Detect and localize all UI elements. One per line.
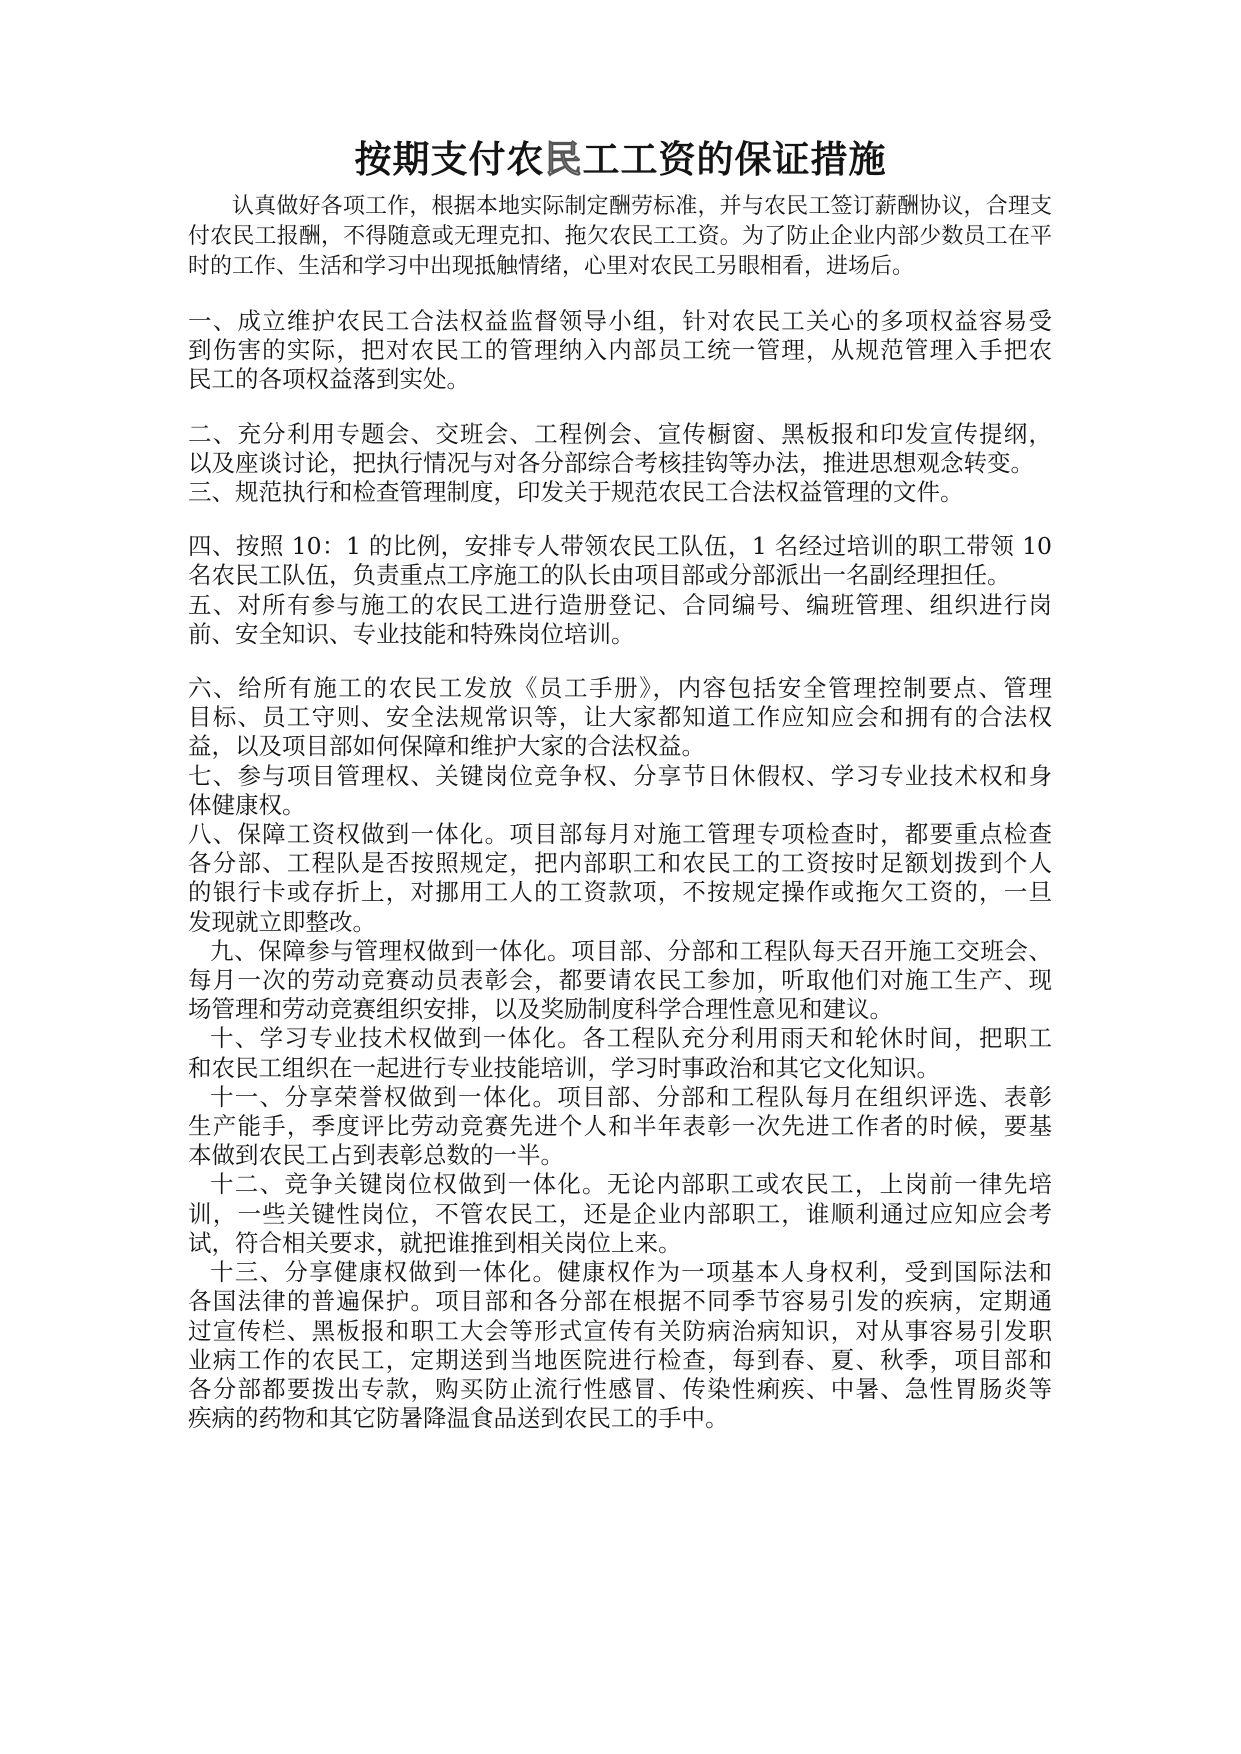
paragraph-line: 一、成立维护农民工合法权益监督领导小组，针对农民工关心的多项权益容易受 (188, 307, 1052, 335)
paragraph-line: 体健康权。 (188, 790, 306, 819)
paragraph-line: 时的工作、生活和学习中出现抵触情绪，心里对农民工另眼相看，进场后。 (188, 254, 915, 279)
measure-item-6 (188, 674, 1052, 762)
paragraph-line: 到伤害的实际，把对农民工的管理纳入内部员工统一管理，从规范管理入手把农 (188, 336, 1052, 365)
blank-line (188, 395, 1052, 420)
paragraph-line: 生产能手，季度评比劳动竞赛先进个人和半年表彰一次先进工作者的时候，要基 (188, 1112, 1052, 1141)
measure-item-8 (188, 820, 1052, 937)
paragraph-line: 发现就立即整改。 (188, 907, 376, 936)
paragraph-line: 各国法律的普遍保护。项目部和各分部在根据不同季节容易引发的疾病，定期通 (188, 1287, 1052, 1316)
paragraph-line: 民工的各项权益落到实处。 (188, 365, 470, 394)
paragraph-line: 本做到农民工占到表彰总数的一半。 (188, 1141, 564, 1170)
title-text-start: 按期支付农 (354, 137, 545, 181)
paragraph-line: 七、参与项目管理权、关键岗位竞争权、分享节日休假权、学习专业技术权和身 (188, 761, 1052, 790)
measure-item-11 (188, 1083, 1052, 1171)
paragraph-line: 疾病的药物和其它防暑降温食品送到农民工的手中。 (188, 1404, 729, 1433)
blank-line (188, 282, 1052, 307)
paragraph-line: 名农民工队伍，负责重点工序施工的队长由项目部或分部派出一名副经理担任。 (188, 561, 1011, 590)
measure-item-7 (188, 762, 1052, 820)
paragraph-line: 十一、分享荣誉权做到一体化。项目部、分部和工程队每月在组织评选、表彰 (210, 1082, 1052, 1111)
paragraph-line: 以及座谈讨论，把执行情况与对各分部综合考核挂钩等办法，推进思想观念转变。 (188, 448, 1034, 477)
paragraph-line: 益，以及项目部如何保障和维护大家的合法权益。 (188, 732, 705, 761)
measure-item-4 (188, 532, 1052, 590)
paragraph-line: 认真做好各项工作，根据本地实际制定酬劳标准，并与农民工签订薪酬协议，合理支 (232, 194, 1052, 219)
paragraph-line: 目标、员工守则、安全法规常识等，让大家都知道工作应知应会和拥有的合法权 (188, 703, 1052, 732)
paragraph-line: 六、给所有施工的农民工发放《员工手册》，内容包括安全管理控制要点、管理 (188, 674, 1052, 703)
paragraph-line: 各分部都要拨出专款，购买防止流行性感冒、传染性痢疾、中暑、急性胃肠炎等 (188, 1374, 1052, 1403)
paragraph-line: 十三、分享健康权做到一体化。健康权作为一项基本人身权利，受到国际法和 (210, 1258, 1052, 1287)
measure-item-10 (188, 1024, 1052, 1082)
paragraph-line: 四、按照 10：1 的比例，安排专人带领农民工队伍，1 名经过培训的职工带领 10 (188, 532, 1052, 561)
paragraph-line: 前、安全知识、专业技能和特殊岗位培训。 (188, 619, 635, 648)
paragraph-line: 场管理和劳动竞赛组织安排，以及奖励制度科学合理性意见和建议。 (188, 995, 893, 1024)
paragraph-line: 九、保障参与管理权做到一体化。项目部、分部和工程队每天召开施工交班会、 (210, 936, 1052, 965)
paragraph-line: 业病工作的农民工，定期送到当地医院进行检查，每到春、夏、秋季，项目部和 (188, 1345, 1052, 1374)
paragraph-line: 付农民工报酬，不得随意或无理克扣、拖欠农民工工资。为了防止企业内部少数员工在平 (188, 224, 1052, 249)
paragraph-line: 试，符合相关要求，就把谁推到相关岗位上来。 (188, 1228, 682, 1257)
paragraph-line: 五、对所有参与施工的农民工进行造册登记、合同编号、编班管理、组织进行岗 (188, 590, 1052, 619)
blank-line (188, 507, 1052, 532)
paragraph-line: 每月一次的劳动竞赛动员表彰会，都要请农民工参加，听取他们对施工生产、现 (188, 966, 1052, 995)
paragraph-line: 各分部、工程队是否按照规定，把内部职工和农民工的工资按时足额划拨到个人 (188, 849, 1052, 878)
measure-item-13 (188, 1258, 1052, 1433)
blank-line (188, 649, 1052, 674)
document-body (188, 192, 1052, 1433)
paragraph-line: 十二、竞争关键岗位权做到一体化。无论内部职工或农民工，上岗前一律先培 (210, 1170, 1052, 1199)
paragraph-line: 过宣传栏、黑板报和职工大会等形式宣传有关防病治病知识，对从事容易引发职 (188, 1316, 1052, 1345)
paragraph-line: 和农民工组织在一起进行专业技能培训，学习时事政治和其它文化知识。 (188, 1053, 940, 1082)
title-outlined-character: 民 (544, 137, 583, 181)
measure-item-9 (188, 937, 1052, 1025)
intro-paragraph (188, 192, 1052, 282)
paragraph-line: 二、充分利用专题会、交班会、工程例会、宣传橱窗、黑板报和印发宣传提纲， (188, 419, 1052, 448)
paragraph-line: 训，一些关键性岗位，不管农民工，还是企业内部职工，谁顺利通过应知应会考 (188, 1199, 1052, 1228)
paragraph-line: 三、规范执行和检查管理制度，印发关于规范农民工合法权益管理的文件。 (188, 478, 964, 507)
measure-item-12 (188, 1170, 1052, 1258)
measure-item-1 (188, 307, 1052, 395)
paragraph-line: 的银行卡或存折上，对挪用工人的工资款项，不按规定操作或拖欠工资的，一旦 (188, 878, 1052, 907)
measure-item-3 (188, 478, 1052, 507)
paragraph-line: 八、保障工资权做到一体化。项目部每月对施工管理专项检查时，都要重点检查 (188, 820, 1052, 849)
measure-item-5 (188, 591, 1052, 649)
paragraph-line: 十、学习专业技术权做到一体化。各工程队充分利用雨天和轮休时间，把职工 (210, 1024, 1052, 1053)
measure-item-2 (188, 420, 1052, 478)
title-text-end: 工工资的保证措施 (582, 137, 887, 181)
document-title (0, 136, 1241, 182)
